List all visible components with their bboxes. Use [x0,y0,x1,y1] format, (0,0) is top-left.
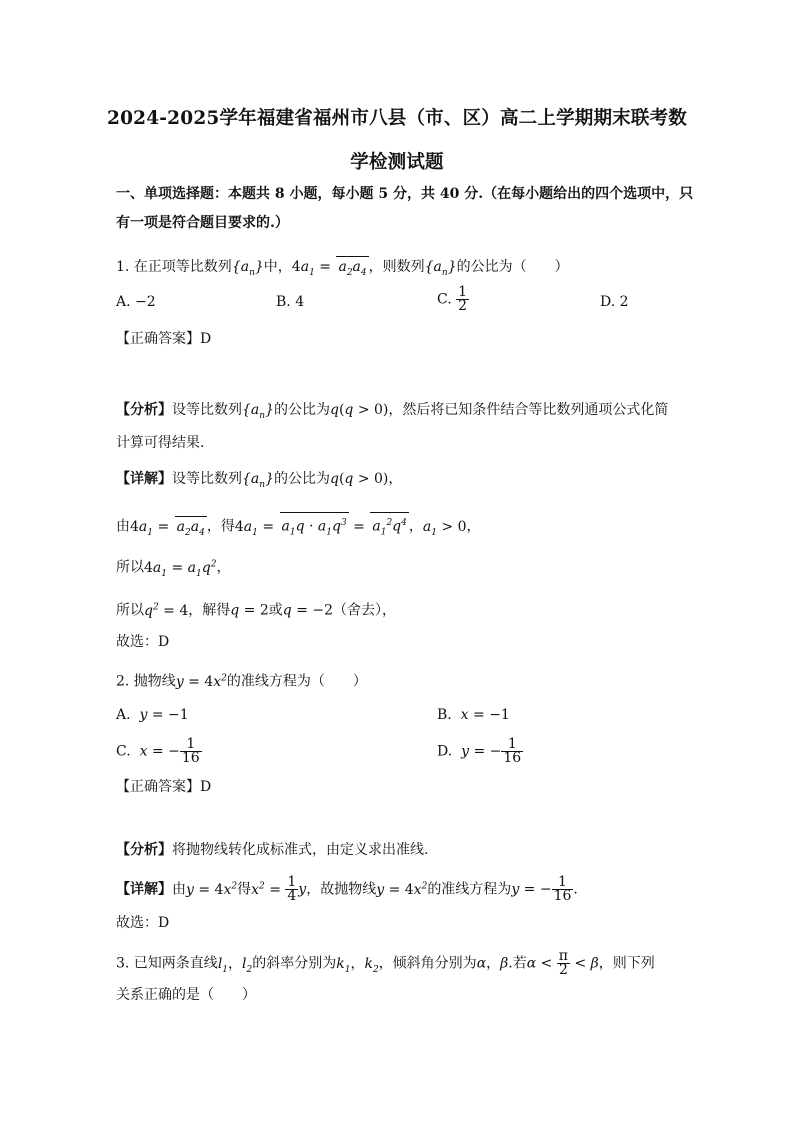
q2-option-d: D. y = − $\frac{1}{16}$ [437,736,522,766]
q2-stem: 2. 抛物线$y = 4x^2$的准线方程为（ ） [116,673,367,690]
q1-answer: 【正确答案】D [116,331,212,347]
q2-option-a: A. y = −1 [116,707,189,723]
q2-detail: 【详解】由$y = 4x^2$得$x^2$ = $\frac{1}{4}$ y，故抛物线$y = 4x^2$的准线方程为y = − $\frac{1}{16}$ . [116,874,578,905]
q1-stem: 1. 在正项等比数列$\{a_n\}$中，$4a_1 = a_2a_4$ ，则数列$\{a_n\}$的公比为（ ） [116,256,569,283]
q3-stem: 3. 已知两条直线$l_1$，$l_2$的斜率分别为$k_1$，$k_2$，倾斜角分别为α，β.若α < $\frac{\pi}{2}$ < β，则下列 [116,948,655,978]
section-heading-line-2: 有一项是符合题目要求的.） [116,215,289,231]
q1-detail-line: 【详解】设等比数列$\{a_n\}$的公比为q(q > 0)， [116,471,403,490]
title-line-1: 2024-2025学年福建省福州市八县（市、区）高二上学期期末联考数 [107,108,687,129]
q1-analysis-line-2: 计算可得结果. [116,435,205,451]
q1-option-b: B. 4 [276,294,305,310]
q2-option-c: C. x = − $\frac{1}{16}$ [116,736,200,766]
q1-choice: 故选：D [116,634,170,650]
q2-option-b: B. x = −1 [437,707,510,723]
q1-step-3: 所以$q^2 = 4$，解得q = 2或q = −2（舍去）， [116,602,397,619]
q2-choice: 故选：D [116,915,170,931]
q1-option-d: D. 2 [600,294,629,310]
q1-analysis-line-1: 【分析】设等比数列$\{a_n\}$的公比为q(q > 0)，然后将已知条件结合等比数列通项公式化简 [116,402,669,421]
q2-analysis: 【分析】将抛物线转化成标准式，由定义求出准线. [116,842,429,858]
q1-step-2: 所以$4a_1 = a_1q^2$， [116,559,231,579]
q2-answer: 【正确答案】D [116,779,212,795]
q1-option-c: C. $\frac{1}{2}$ [437,284,468,314]
title-line-2: 学检测试题 [350,152,444,173]
q1-option-a: A. −2 [116,294,156,310]
q1-step-1: 由$4a_1 = a_2a_4$ ，得$4a_1 = a_1q \cdot a_1q^3 = a_1^2q^4$ ，$a_1 > 0$， [116,512,481,542]
section-heading-line-1: 一、单项选择题：本题共 8 小题，每小题 5 分，共 40 分.（在每小题给出的四个选项中，只 [116,186,694,202]
q3-stem-line-2: 关系正确的是（ ） [116,987,256,1003]
